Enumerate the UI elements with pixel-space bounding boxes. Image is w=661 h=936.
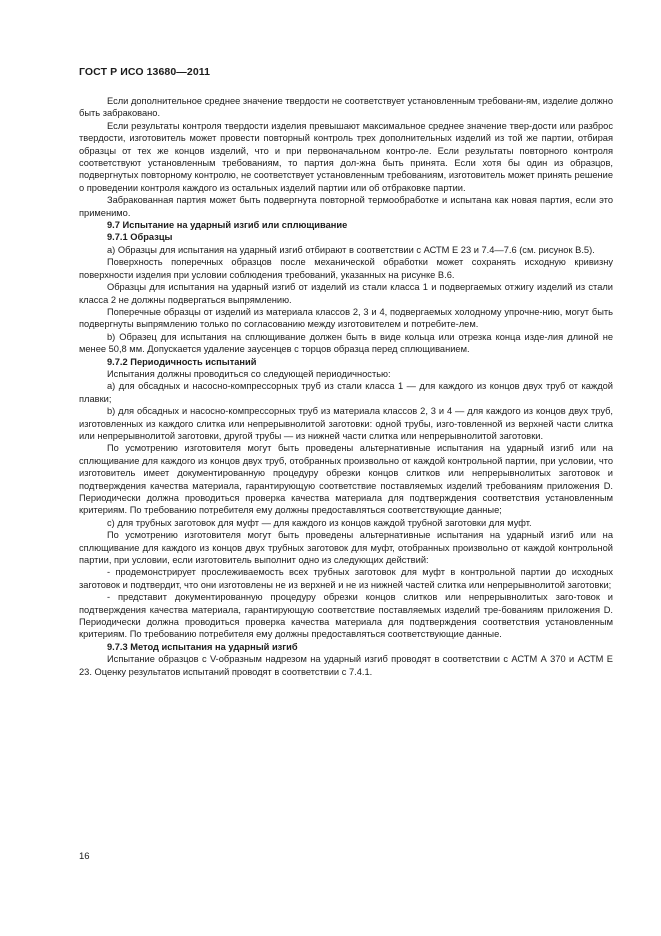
section-heading: 9.7 Испытание на ударный изгиб или сплющивание [107,220,348,231]
document-header: ГОСТ Р ИСО 13680—2011 [79,66,211,78]
body-paragraph: Если результаты контроля твердости изделия превышают максимальное среднее значение твер-дости или разброс твердости, изготовитель может провести повторный контроль трех дополнительных изделий из той же партии, отбирая образцы от тех же концов изделий, что и при первоначальном контро-ле. Если результаты повторного контроля соответствуют установленным требованиям, то партия дол-жна быть принята. Если хотя бы один из образцов, подвергнутых повторному контролю, не соответствует установленным требованиям, изготовитель может принять решение о проведении контроля каждого из остальных изделий партии или об отбраковке партии. [79,120,613,193]
body-paragraph: - продемонстрирует прослеживаемость всех трубных заготовок для муфт в контрольной партии до исходных заготовок и подтвердит, что они изготовлены не из верхней и не из нижней частей слитка или непрерывнолитой заготовки; [79,567,613,590]
document-body [79,95,613,678]
section-heading: 9.7.3 Метод испытания на ударный изгиб [107,641,298,652]
body-paragraph: По усмотрению изготовителя могут быть проведены альтернативные испытания на ударный изгиб или на сплющивание для каждого из концов двух трубных заготовок для муфт, отобранных произвольно от каждой контрольной партии, при условии, если изготовитель выполнит одно из следующих действий: [79,530,613,566]
body-paragraph: - представит документированную процедуру обрезки концов слитков или непрерывнолитых заго-товок и подтверждения качества материала, гарантирующую соответствие поставляемых изделий тре-бованиям приложения D. Периодически должна проводиться проверка качества материала для подтверждения соответствия установленным критериям. По требованию потребителя ему должны предоставляться соответствующие данные. [79,592,613,640]
body-paragraph: Испытание образцов с V-образным надрезом на ударный изгиб проводят в соответствии с АСТМ А 370 и АСТМ Е 23. Оценку результатов испытаний проводят в соответствии с 7.4.1. [79,654,613,677]
body-paragraph: b) Образец для испытания на сплющивание должен быть в виде кольца или отрезка конца изде-лия длиной не менее 50,8 мм. Допускается удаление заусенцев с торцов образца перед сплющиванием. [79,331,613,355]
body-paragraph: Поверхность поперечных образцов после механической обработки может сохранять исходную кривизну поверхности изделия при условии соблюдения требований, указанных на рисунке В.6. [79,257,613,280]
body-paragraph: По усмотрению изготовителя могут быть проведены альтернативные испытания на ударный изгиб или на сплющивание для каждого из концов двух труб, отобранных произвольно от каждой контрольной партии, при условии, что изготовитель имеет документированную процедуру обрезки концов слитков или непрерывнолитых заготовок и подтверждения качества материала, гарантирующую соответствие поставляемых изделий требованиям приложения D. Периодически должна проводиться проверка качества материала для подтверждения соответствия установленным критериям. По требованию потребителя ему должны предоставляться соответствующие данные; [79,443,613,516]
body-paragraph: a) Образцы для испытания на ударный изгиб отбирают в соответствии с АСТМ Е 23 и 7.4—7.6 (см. рисунок В.5). [107,244,595,255]
body-paragraph: Образцы для испытания на ударный изгиб от изделий из стали класса 1 и подвергаемых отжигу изделий из стали класса 2 не должны подвергаться выпрямлению. [79,282,613,305]
body-paragraph: Поперечные образцы от изделий из материала классов 2, 3 и 4, подвергаемых холодному упрочне-нию, могут быть подвергнуты выпрямлению только по согласованию между изготовителем и потребите-лем. [79,306,613,330]
body-paragraph: Забракованная партия может быть подвергнута повторной термообработке и испытана как новая партия, если это применимо. [79,195,613,218]
body-paragraph: Если дополнительное среднее значение твердости не соответствует установленным требовани-ям, изделие должно быть забраковано. [79,96,613,119]
body-paragraph: b) для обсадных и насосно-компрессорных труб из материала классов 2, 3 и 4 — для каждого из концов двух труб, изготовленных из каждого слитка или непрерывнолитой заготовки: одной трубы, изго-товленной из верхней части слитка или непрерывнолитой заготовки, другой трубы — из нижней части слитка или непрерывнолитой заготовки. [79,406,613,441]
body-paragraph: c) для трубных заготовок для муфт — для каждого из концов каждой трубной заготовки для муфт. [107,517,532,528]
page-number: 16 [79,851,90,862]
section-heading: 9.7.2 Периодичность испытаний [107,356,257,367]
section-heading: 9.7.1 Образцы [107,232,173,243]
body-paragraph: a) для обсадных и насосно-компрессорных труб из стали класса 1 — для каждого из концов двух труб от каждой плавки; [79,381,613,404]
body-paragraph: Испытания должны проводиться со следующей периодичностью: [107,368,391,379]
